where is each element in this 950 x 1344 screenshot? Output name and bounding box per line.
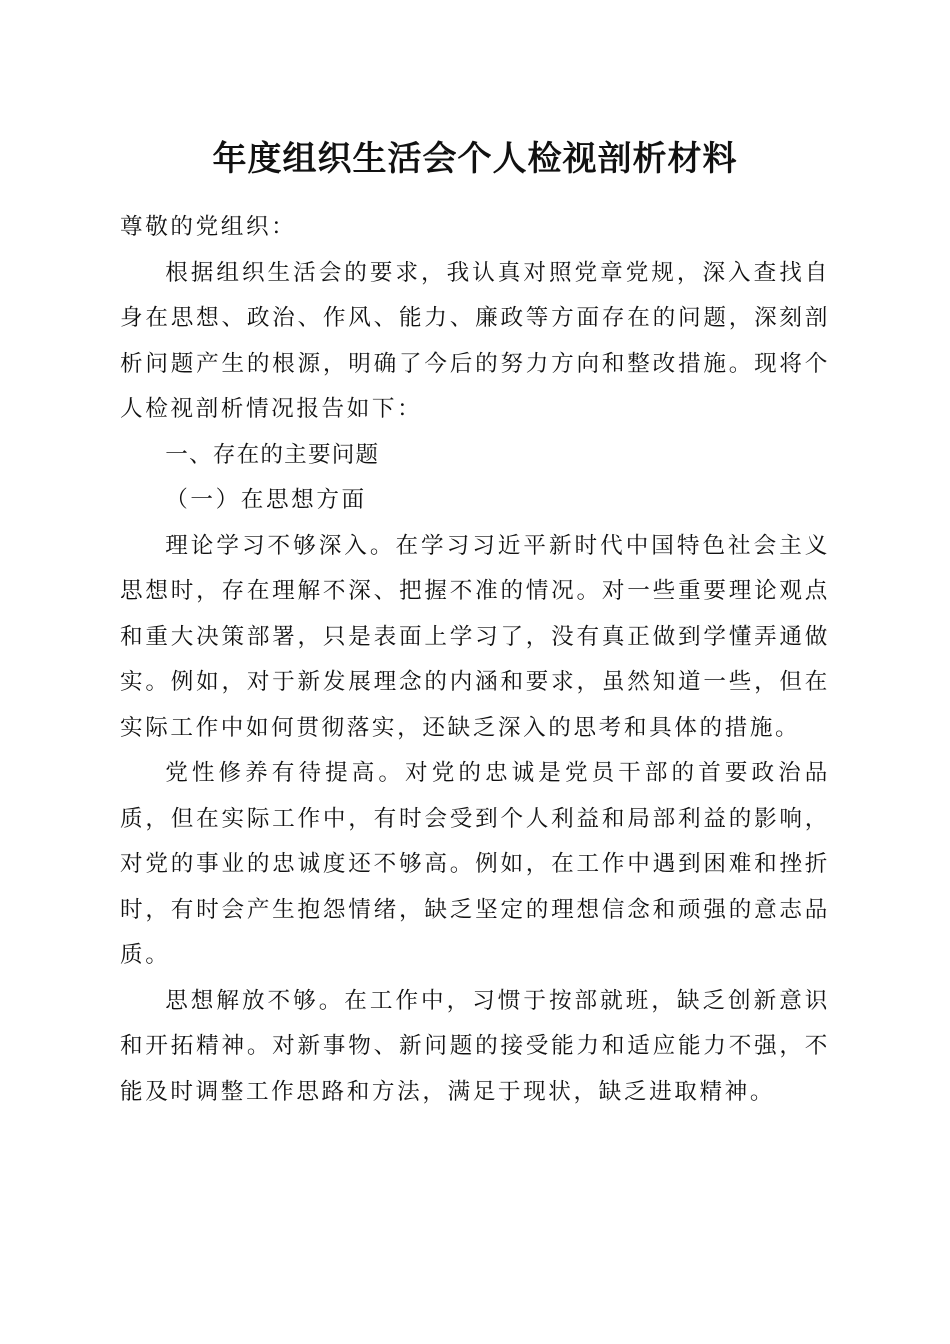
salutation: 尊敬的党组织： xyxy=(120,214,297,240)
section-heading: 一、存在的主要问题 xyxy=(165,441,380,468)
document-body xyxy=(120,205,830,1115)
body-paragraph: 理论学习不够深入。在学习习近平新时代中国特色社会主义思想时，存在理解不深、把握不准的情况。对一些重要理论观点和重大决策部署，只是表面上学习了，没有真正做到学懂弄通做实。例如，对于新发展理念的内涵和要求，虽然知道一些，但在实际工作中如何贯彻落实，还缺乏深入的思考和具体的措施。 xyxy=(120,532,830,741)
body-paragraph: 党性修养有待提高。对党的忠诚是党员干部的首要政治品质，但在实际工作中，有时会受到个人利益和局部利益的影响，对党的事业的忠诚度还不够高。例如，在工作中遇到困难和挫折时，有时会产生抱怨情绪，缺乏坚定的理想信念和顽强的意志品质。 xyxy=(120,760,830,968)
intro-paragraph: 根据组织生活会的要求，我认真对照党章党规，深入查找自身在思想、政治、作风、能力、廉政等方面存在的问题，深刻剖析问题产生的根源，明确了今后的努力方向和整改措施。现将个人检视剖析情况报告如下： xyxy=(120,259,830,422)
body-paragraph: 思想解放不够。在工作中，习惯于按部就班，缺乏创新意识和开拓精神。对新事物、新问题的接受能力和适应能力不强，不能及时调整工作思路和方法，满足于现状，缺乏进取精神。 xyxy=(120,987,830,1105)
subsection-heading: （一）在思想方面 xyxy=(165,487,367,513)
document-title: 年度组织生活会个人检视剖析材料 xyxy=(212,139,738,179)
